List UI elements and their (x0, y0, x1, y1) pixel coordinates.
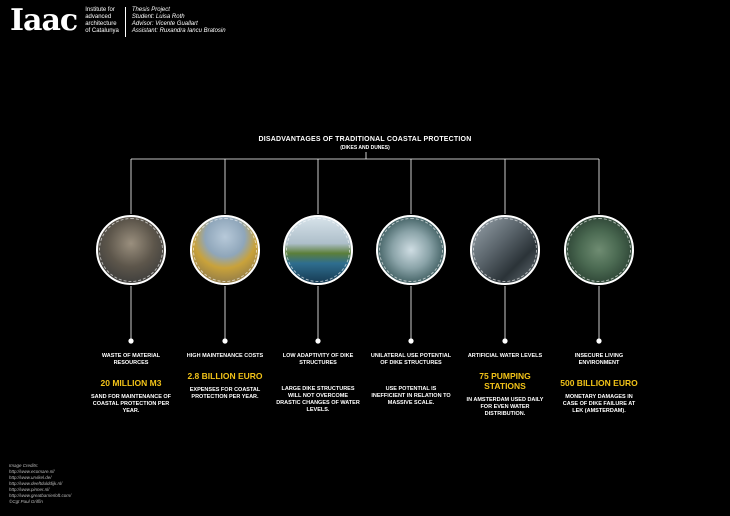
item-description: SAND FOR MAINTENANCE OF COASTAL PROTECTION PER YEAR. (90, 394, 172, 414)
item-value: 75 PUMPING STATIONS (479, 371, 531, 391)
item-6 (557, 353, 641, 415)
sand-dune-photo (96, 215, 166, 285)
institute-line: of Catalunya (85, 28, 119, 34)
image-credits (9, 463, 71, 505)
item-value: 500 BILLION EURO (560, 378, 638, 388)
dike-landscape-photo (283, 215, 353, 285)
connector-dot (408, 338, 413, 343)
credit-link[interactable]: http://www.ecomare.nl/ (9, 469, 55, 474)
dike-structure-photo (376, 215, 446, 285)
pumping-station-photo (470, 215, 540, 285)
item-description: EXPENSES FOR COASTAL PROTECTION PER YEAR. (189, 387, 261, 400)
credit-link[interactable]: ©Cgt Paul Griffin (9, 499, 43, 504)
credit-link[interactable]: http://www.greatbarrierloft.com/ (9, 493, 72, 498)
connector-dot (128, 338, 133, 343)
connector-dot (222, 338, 227, 343)
connector-dot (596, 338, 601, 343)
institute-line: advanced (85, 14, 112, 20)
institute-line: architecture (85, 21, 117, 27)
credit-link[interactable]: http://www.deeftdulddijk.nl/ (9, 481, 63, 486)
item-4 (369, 353, 453, 407)
item-category: LOW ADAPTIVITY OF DIKE STRUCTURES (282, 353, 354, 366)
credit-link[interactable]: http://www.pinner.nl/ (9, 487, 50, 492)
item-category: ARTIFICIAL WATER LEVELS (467, 353, 543, 359)
item-description: USE POTENTIAL IS INEFFICIENT IN RELATION TO MASSIVE SCALE. (371, 386, 451, 406)
item-category: INSECURE LIVING ENVIRONMENT (574, 353, 624, 366)
item-category: HIGH MAINTENANCE COSTS (186, 353, 264, 359)
excavator-photo (190, 215, 260, 285)
item-5 (463, 353, 547, 418)
project-label: Thesis Project (131, 7, 170, 13)
connector-dot (315, 338, 320, 343)
item-category: UNILATERAL USE POTENTIAL OF DIKE STRUCTURES (370, 353, 452, 366)
advisor-label: Advisor: Vicente Guallart (131, 21, 198, 27)
student-label: Student: Luisa Roth (131, 14, 185, 20)
item-description: IN AMSTERDAM USED DAILY FOR EVEN WATER DISTRIBUTION. (466, 397, 544, 417)
assistant-label: Assistant: Ruxandra Iancu Bratosin (131, 28, 226, 34)
diagram-title: DISADVANTAGES OF TRADITIONAL COASTAL PROTECTION (258, 136, 472, 143)
credits-heading: Image Credits: (9, 463, 39, 468)
institute-line: Institute for (85, 7, 115, 13)
diagram-subtitle: (DIKES AND DUNES) (340, 145, 390, 151)
item-2 (183, 353, 267, 401)
item-1 (89, 353, 173, 415)
item-description: MONETARY DAMAGES IN CASE OF DIKE FAILURE AT LEK (AMSTERDAM). (562, 394, 636, 414)
connector-dot (502, 338, 507, 343)
item-3 (276, 353, 360, 414)
item-description: LARGE DIKE STRUCTURES WILL NOT OVERCOME DRASTIC CHANGES OF WATER LEVELS. (276, 386, 360, 413)
item-value: 20 MILLION M3 (100, 378, 162, 388)
item-value: 2.8 BILLION EURO (187, 371, 263, 381)
item-category: WASTE OF MATERIAL RESOURCES (101, 353, 161, 366)
iaac-logo: Iaac (10, 3, 78, 38)
credit-link[interactable]: http://www.urvikel.de/ (9, 475, 52, 480)
flooded-town-photo (564, 215, 634, 285)
